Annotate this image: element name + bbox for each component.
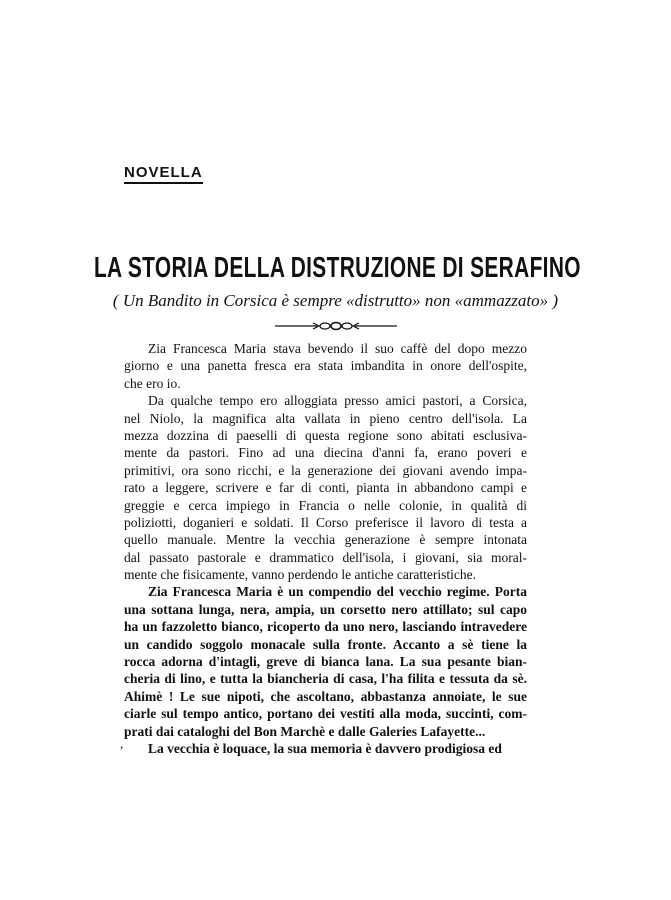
text-line: un candido soggolo monacale sulla fronte. Accanto a sè tiene la (124, 636, 527, 652)
margin-mark: , (120, 736, 124, 751)
text-line: mente che fisicamente, vanno perdendo le antiche caratteristiche. (124, 567, 476, 583)
story-body (124, 340, 527, 757)
text-line: Zia Francesca Maria è un compendio del vecchio regime. Porta (148, 584, 527, 600)
text-line: mente da pastori. Fino ad una diecina d'anni fa, erano poveri e (124, 445, 527, 461)
text-line: Zia Francesca Maria stava bevendo il suo caffè del dopo mezzo (148, 341, 527, 356)
text-line: dal passato pastorale e drammatico dell'isola, i giovani, sia moral- (124, 549, 527, 565)
text-line: quello manuale. Mentre la vecchia generazione è sempre intonata (124, 532, 527, 548)
paragraph (124, 392, 527, 583)
text-line: rato a leggere, scrivere e far di conti, pianta in abbandono campi e (124, 480, 527, 496)
paragraph (124, 740, 527, 757)
text-line: nel Niolo, la magnifica alta vallata in pieno centro dell'isola. La (124, 410, 527, 426)
text-line: Da qualche tempo ero alloggiata presso amici pastori, a Corsica, (148, 393, 527, 409)
paragraph (124, 583, 527, 740)
text-line: rocca adorna d'intagli, greve di bianca lana. La sua pesante bian- (124, 654, 527, 670)
text-line: ha un fazzoletto bianco, ricoperto da uno nero, lasciando intravedere (124, 619, 527, 635)
text-line: La vecchia è loquace, la sua memoria è davvero prodigiosa ed (148, 740, 502, 756)
story-subtitle: ( Un Bandito in Corsica è sempre «distrutto» non «ammazzato» ) (112, 291, 559, 310)
story-title: LA STORIA DELLA DISTRUZIONE DI SERAFINO (93, 252, 581, 284)
text-line: greggie e cerca impiego in Francia o nelle colonie, in qualità di (124, 497, 527, 513)
ornamental-divider-icon (273, 319, 399, 333)
text-line: che ero io. (124, 375, 181, 391)
text-line: una sottana lunga, nera, ampia, un corsetto nero attillato; sul capo (124, 601, 527, 617)
text-line: Ahimè ! Le sue nipoti, che ascoltano, abbastanza annoiate, le sue (124, 688, 527, 704)
section-label: NOVELLA (124, 164, 203, 184)
text-line: mezza dozzina di paeselli di questa regione sono abitati esclusiva- (124, 427, 527, 443)
paragraph (124, 340, 527, 392)
text-line: cheria di lino, e tutta la biancheria di casa, l'ha filita e tessuta da sè. (124, 671, 527, 687)
text-line: prati dai cataloghi del Bon Marchè e dalle Galeries Lafayette... (124, 723, 486, 739)
text-line: ciarle sul tempo antico, portano dei vestiti alla moda, succinti, com- (124, 706, 527, 722)
text-line: giorno e una panetta fresca era stata imbandita in onore dell'ospite, (124, 358, 527, 374)
text-line: primitivi, ora sono ricchi, e la generazione dei giovani avendo impa- (124, 462, 527, 478)
text-line: poliziotti, doganieri e soldati. Il Corso preferisce il lavoro di testa a (124, 514, 527, 530)
